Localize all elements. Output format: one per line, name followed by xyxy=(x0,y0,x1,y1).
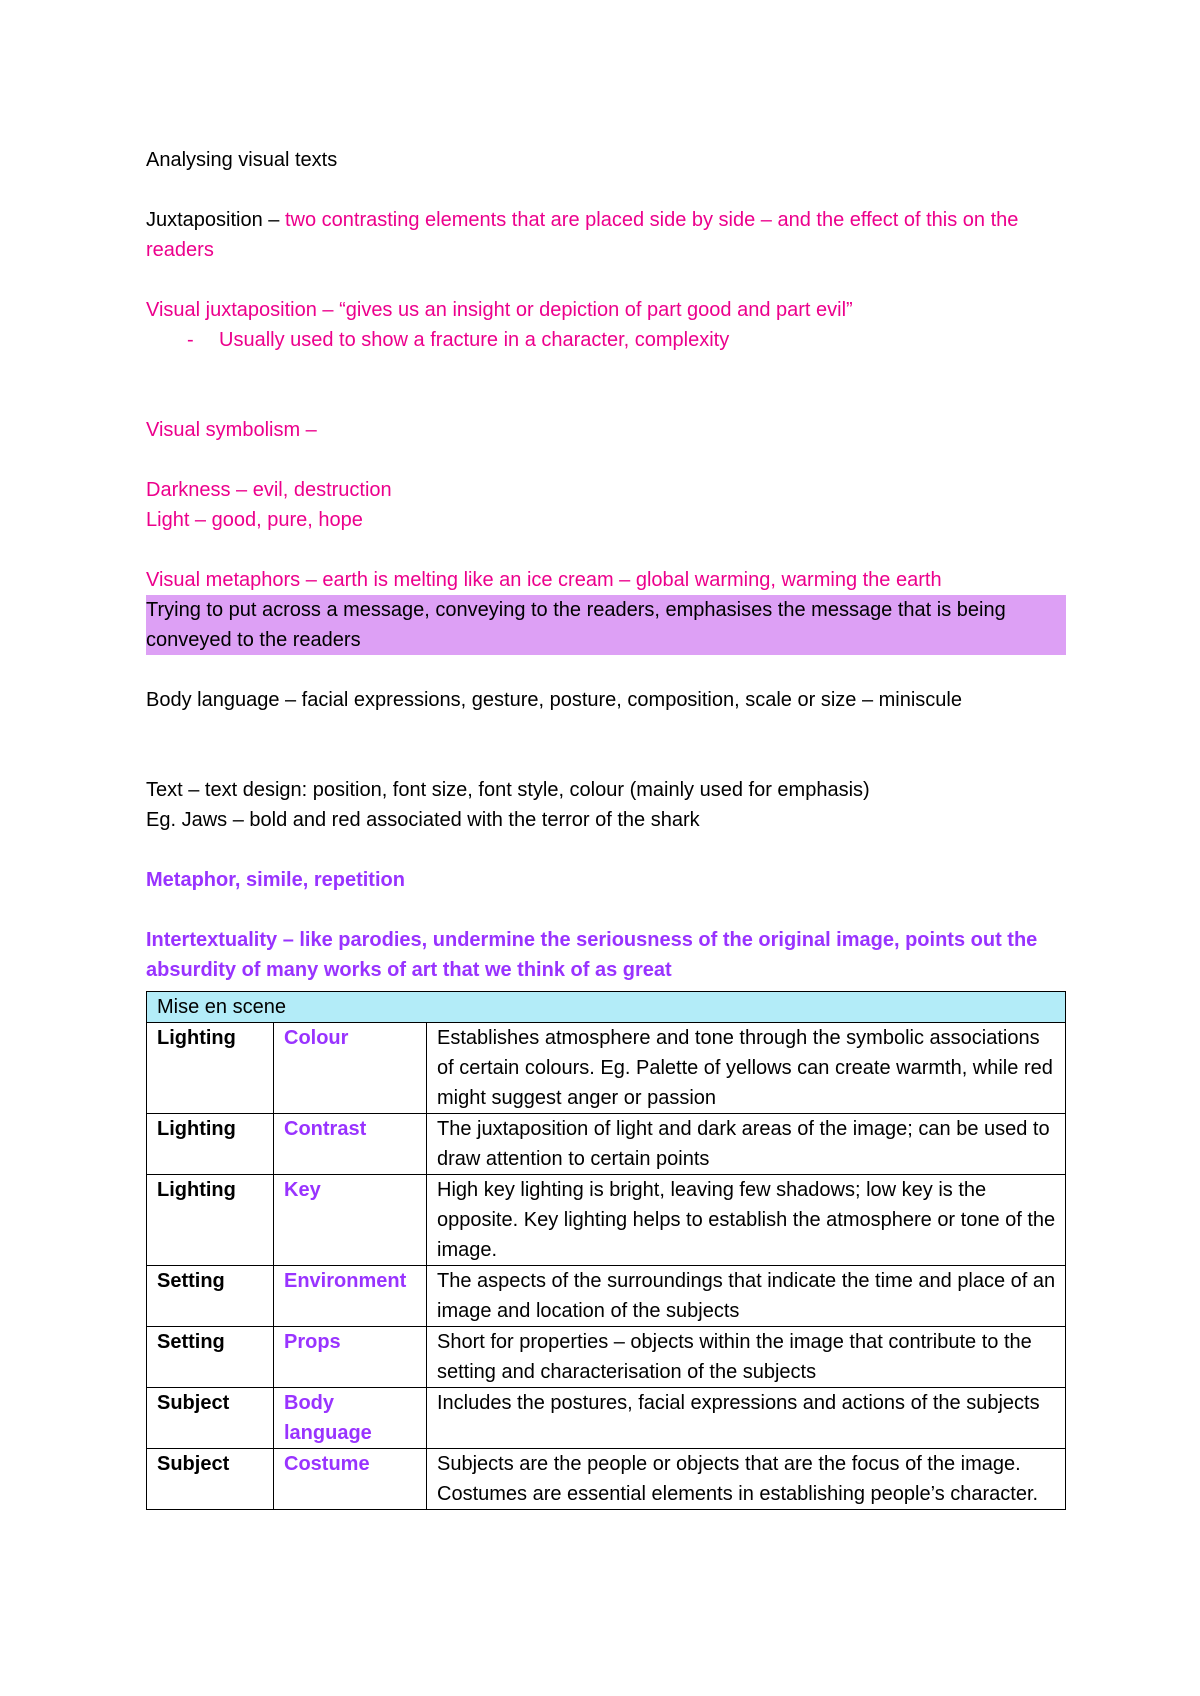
body-language-line: Body language – facial expressions, gesture, posture, composition, scale or size – miniscule xyxy=(146,689,962,711)
table-row xyxy=(147,1388,1066,1449)
row-description: The aspects of the surroundings that indicate the time and place of an image and location of the subjects xyxy=(427,1266,1066,1327)
row-term: Props xyxy=(274,1327,427,1388)
row-description: Establishes atmosphere and tone through the symbolic associations of certain colours. Eg. Palette of yellows can create warmth, while red might suggest anger or passion xyxy=(427,1023,1066,1114)
row-description: Includes the postures, facial expressions and actions of the subjects xyxy=(427,1388,1066,1449)
row-description: Short for properties – objects within the image that contribute to the setting and characterisation of the subjects xyxy=(427,1327,1066,1388)
visual-symbolism: Visual symbolism – xyxy=(146,419,317,441)
highlighted-note: Trying to put across a message, conveying to the readers, emphasises the message that is being conveyed to the readers xyxy=(146,595,1066,655)
visual-juxtaposition: Visual juxtaposition – “gives us an insight or depiction of part good and part evil” xyxy=(146,299,853,321)
document-body xyxy=(146,145,1066,1510)
table-row xyxy=(147,1114,1066,1175)
row-description: High key lighting is bright, leaving few shadows; low key is the opposite. Key lighting helps to establish the atmosphere or tone of the image. xyxy=(427,1175,1066,1266)
row-category: Setting xyxy=(147,1266,274,1327)
row-term: Costume xyxy=(274,1449,427,1510)
light-line: Light – good, pure, hope xyxy=(146,509,363,531)
metaphor-simile-repetition: Metaphor, simile, repetition xyxy=(146,869,405,891)
row-description: Subjects are the people or objects that are the focus of the image. Costumes are essential elements in establishing people’s character. xyxy=(427,1449,1066,1510)
table-row xyxy=(147,1449,1066,1510)
table-row xyxy=(147,1023,1066,1114)
row-term: Colour xyxy=(274,1023,427,1114)
table-row xyxy=(147,1327,1066,1388)
bullet-text: Usually used to show a fracture in a character, complexity xyxy=(219,329,730,351)
juxtaposition-term: Juxtaposition – xyxy=(146,209,285,231)
visual-metaphors: Visual metaphors – earth is melting like an ice cream – global warming, warming the earth xyxy=(146,569,942,591)
row-term: Key xyxy=(274,1175,427,1266)
table-header: Mise en scene xyxy=(147,992,1066,1023)
row-category: Lighting xyxy=(147,1175,274,1266)
juxtaposition-definition: two contrasting elements that are placed side by side – and the effect of this on the readers xyxy=(146,209,1019,261)
row-category: Subject xyxy=(147,1388,274,1449)
row-category: Lighting xyxy=(147,1114,274,1175)
intertextuality: Intertextuality – like parodies, undermine the seriousness of the original image, points out the absurdity of many works of art that we think of as great xyxy=(146,929,1038,981)
page-title: Analysing visual texts xyxy=(146,149,338,171)
bullet-dash: - xyxy=(187,329,194,351)
row-category: Subject xyxy=(147,1449,274,1510)
mise-en-scene-table xyxy=(146,991,1066,1510)
table-row xyxy=(147,1266,1066,1327)
jaws-example: Eg. Jaws – bold and red associated with the terror of the shark xyxy=(146,809,700,831)
row-category: Lighting xyxy=(147,1023,274,1114)
row-term: Contrast xyxy=(274,1114,427,1175)
row-category: Setting xyxy=(147,1327,274,1388)
table-row xyxy=(147,1175,1066,1266)
row-term: Environment xyxy=(274,1266,427,1327)
juxtaposition-paragraph xyxy=(146,205,1066,265)
visual-juxtaposition-bullet xyxy=(146,325,1066,355)
text-design-line: Text – text design: position, font size, font style, colour (mainly used for emphasis) xyxy=(146,779,870,801)
row-term: Body language xyxy=(274,1388,427,1449)
table-header-row xyxy=(147,992,1066,1023)
darkness-line: Darkness – evil, destruction xyxy=(146,479,392,501)
row-description: The juxtaposition of light and dark areas of the image; can be used to draw attention to certain points xyxy=(427,1114,1066,1175)
